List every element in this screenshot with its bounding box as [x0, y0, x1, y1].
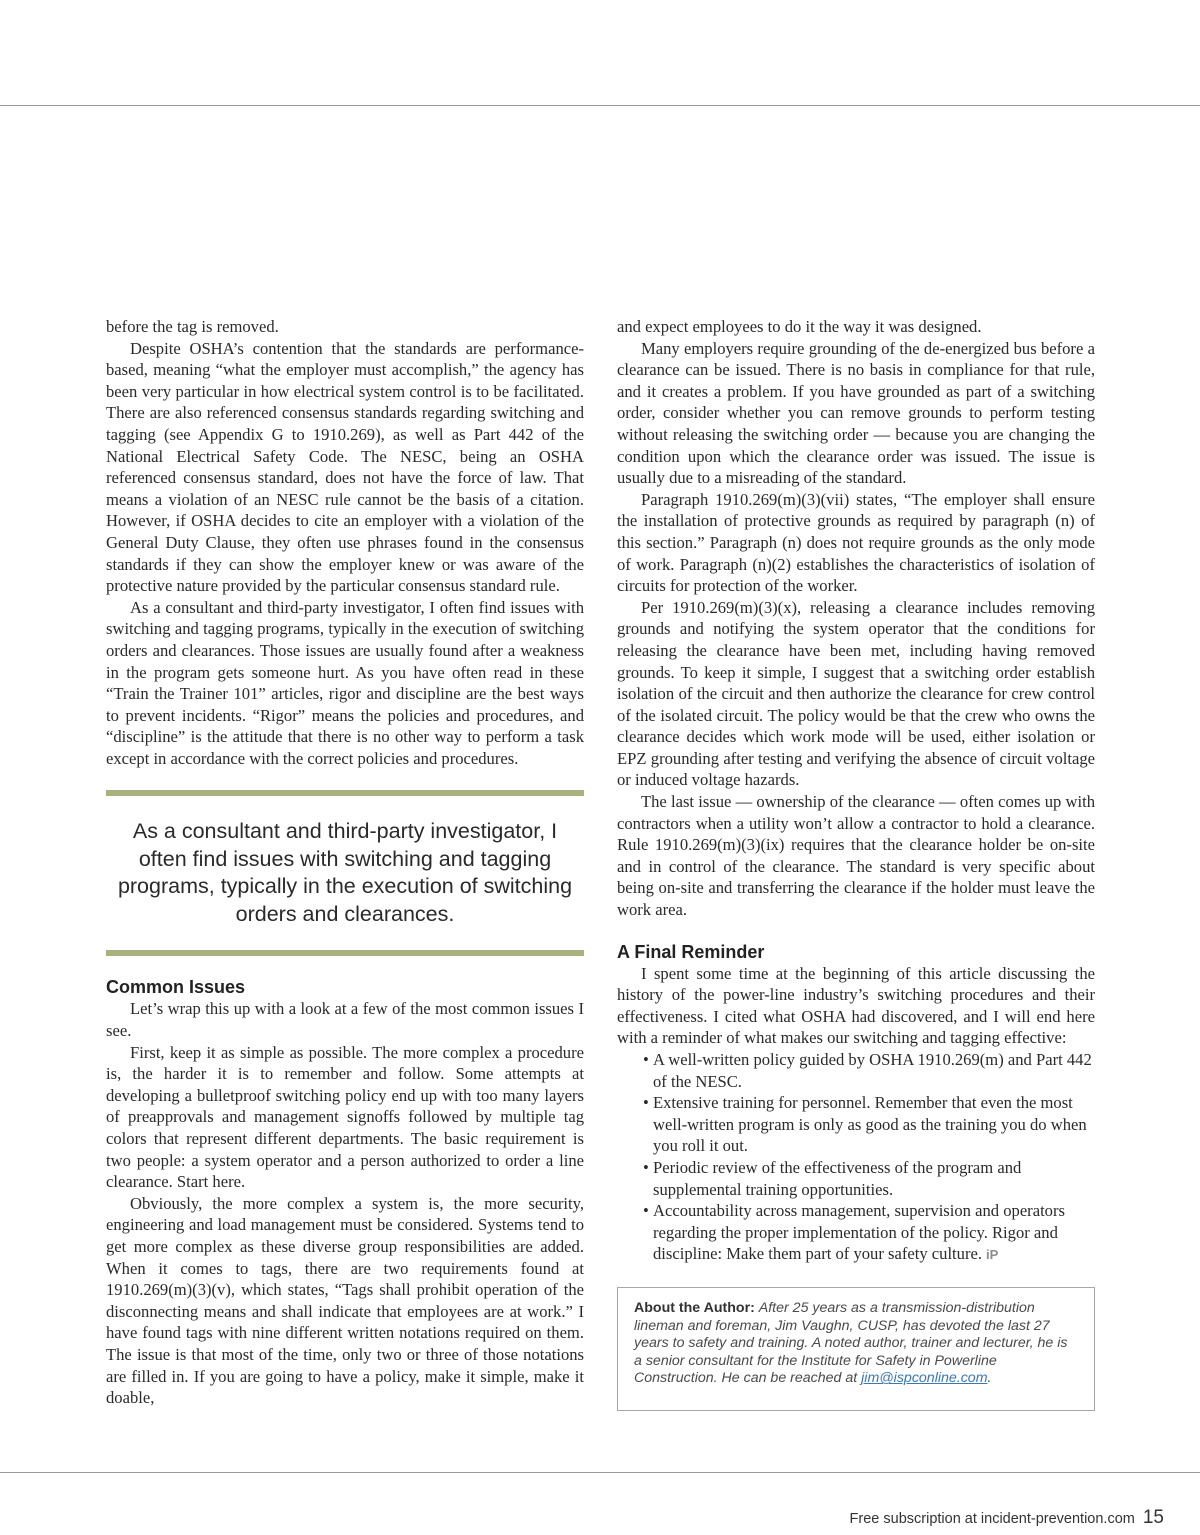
bottom-rule [0, 1472, 1200, 1473]
end-mark-logo: iP [986, 1247, 999, 1263]
left-paragraph-6: Obviously, the more complex a system is, the more security, engineering and load management must be considered. Systems tend to get more complex as these diverse group responsibilities are added. When it comes to tags, there are two requirements found at 1910.269(m)(3)(v), which states, “Tags shall prohibit operation of the disconnecting means and shall indicate that employees are at work.” I have found tags with nine different written notations required on them. The issue is that most of the time, only two or three of those notations are filled in. If you are going to have a policy, make it simple, make it doable, [106, 1193, 584, 1408]
author-bio: After 25 years as a transmission-distribution lineman and foreman, Jim Vaughn, CUSP, has devoted the last 27 years to safety and training. A noted author, trainer and lecturer, he is a senior consultant for the Institute for Safety in Powerline Construction. He can be reached at [634, 1299, 1068, 1387]
list-item: • Extensive training for personnel. Remember that even the most well-written program is only as good as the training you do when you roll it out. [643, 1092, 1095, 1157]
right-column [617, 316, 1095, 1411]
author-email-link[interactable]: jim@ispconline.com [861, 1370, 988, 1387]
right-paragraph-4: Per 1910.269(m)(3)(x), releasing a clearance includes removing grounds and notifying the system operator that the conditions for releasing the clearance have been met, including having removed grounds. To keep it simple, I suggest that a switching order establish isolation of the circuit and then authorize the clearance for crew control of the isolated circuit. The policy would be that the crew who owns the clearance decides which work mode will be used, either isolation or EPZ grounding after testing and verifying the absence of circuit voltage or induced voltage hazards. [617, 597, 1095, 790]
list-item: • A well-written policy guided by OSHA 1910.269(m) and Part 442 of the NESC. [643, 1049, 1095, 1092]
right-paragraph-2: Many employers require grounding of the de-energized bus before a clearance can be issued. There is no basis in compliance for that rule, and it creates a problem. If you have grounded as part of a switching order, consider whether you can remove grounds to perform testing without releasing the switching order — because you are changing the condition upon which the clearance order was issued. The issue is usually due to a misreading of the standard. [617, 338, 1095, 488]
footer [850, 1507, 1164, 1529]
list-item: • Accountability across management, supervision and operators regarding the proper implementation of the policy. Rigor and discipline: Make them part of your safety culture. iP [643, 1200, 1095, 1266]
heading-common-issues: Common Issues [106, 977, 246, 998]
reminder-list [617, 1049, 1095, 1266]
pull-quote: As a consultant and third-party investigator, I often find issues with switching and tagging programs, typically in the execution of switching orders and clearances. [106, 790, 584, 956]
right-paragraph-6: I spent some time at the beginning of this article discussing the history of the power-line industry’s switching procedures and their effectiveness. I cited what OSHA had discovered, and I will end here with a reminder of what makes our switching and tagging effective: [617, 963, 1095, 1048]
page-number: 15 [1142, 1507, 1164, 1528]
right-paragraph-5: The last issue — ownership of the clearance — often comes up with contractors when a utility won’t allow a contractor to hold a clearance. Rule 1910.269(m)(3)(ix) requires that the clearance holder be on-site and in control of the clearance. The standard is very specific about being on-site and transferring the clearance if the holder must leave the work area. [617, 792, 1095, 920]
author-lead: About the Author: [634, 1299, 755, 1316]
list-item: • Periodic review of the effectiveness of the program and supplemental training opportunities. [643, 1157, 1095, 1200]
left-paragraph-4: Let’s wrap this up with a look at a few of the most common issues I see. [106, 999, 584, 1041]
subscription-text: Free subscription at incident-prevention.com [849, 1511, 1135, 1527]
heading-final-reminder: A Final Reminder [617, 941, 765, 962]
left-column [106, 316, 584, 1409]
left-paragraph-5: First, keep it as simple as possible. The more complex a procedure is, the harder it is to remember and follow. Some attempts at developing a bulletproof switching policy end up with too many layers of preapprovals and management signoffs followed by multiple tag colors that represent different departments. The basic requirement is two people: a system operator and a person authorized to order a line clearance. Start here. [106, 1042, 584, 1192]
right-paragraph-3: Paragraph 1910.269(m)(3)(vii) states, “The employer shall ensure the installation of protective grounds as required by paragraph (n) of this section.” Paragraph (n) does not require grounds as the only mode of work. Paragraph (n)(2) establishes the characteristics of isolation of circuits for protection of the worker. [617, 489, 1095, 596]
left-paragraph-1: before the tag is removed. [106, 317, 279, 336]
left-paragraph-2: Despite OSHA’s contention that the standards are performance-based, meaning “what the employer must accomplish,” the agency has been very particular in how electrical system control is to be facilitated. There are also referenced consensus standards regarding switching and tagging (see Appendix G to 1910.269), as well as Part 442 of the National Electrical Safety Code. The NESC, being an OSHA referenced consensus standard, does not have the force of law. That means a violation of an NESC rule cannot be the basis of a citation. However, if OSHA decides to cite an employer with a violation of the General Duty Clause, they often use phrases found in the consensus standards if they can show the employer knew or was aware of the protective nature provided by the particular consensus standard rule. [106, 338, 584, 596]
right-paragraph-1: and expect employees to do it the way it was designed. [617, 317, 982, 336]
left-paragraph-3: As a consultant and third-party investigator, I often find issues with switching and tagging programs, typically in the execution of switching orders and clearances. Those issues are usually found after a weakness in the program gets someone hurt. As you have often read in these “Train the Trainer 101” articles, rigor and discipline are the best ways to prevent incidents. “Rigor” means the policies and procedures, and “discipline” is the attitude that there is no other way to perform a task except in accordance with the correct policies and procedures. [106, 597, 584, 768]
about-author-box: About the Author: After 25 years as a transmission-distribution lineman and foreman, Jim Vaughn, CUSP, has devoted the last 27 years to safety and training. A noted author, trainer and lecturer, he is a senior consultant for the Institute for Safety in Powerline Construction. He can be reached at jim@ispconline.com. [617, 1287, 1095, 1411]
top-rule [0, 105, 1200, 106]
